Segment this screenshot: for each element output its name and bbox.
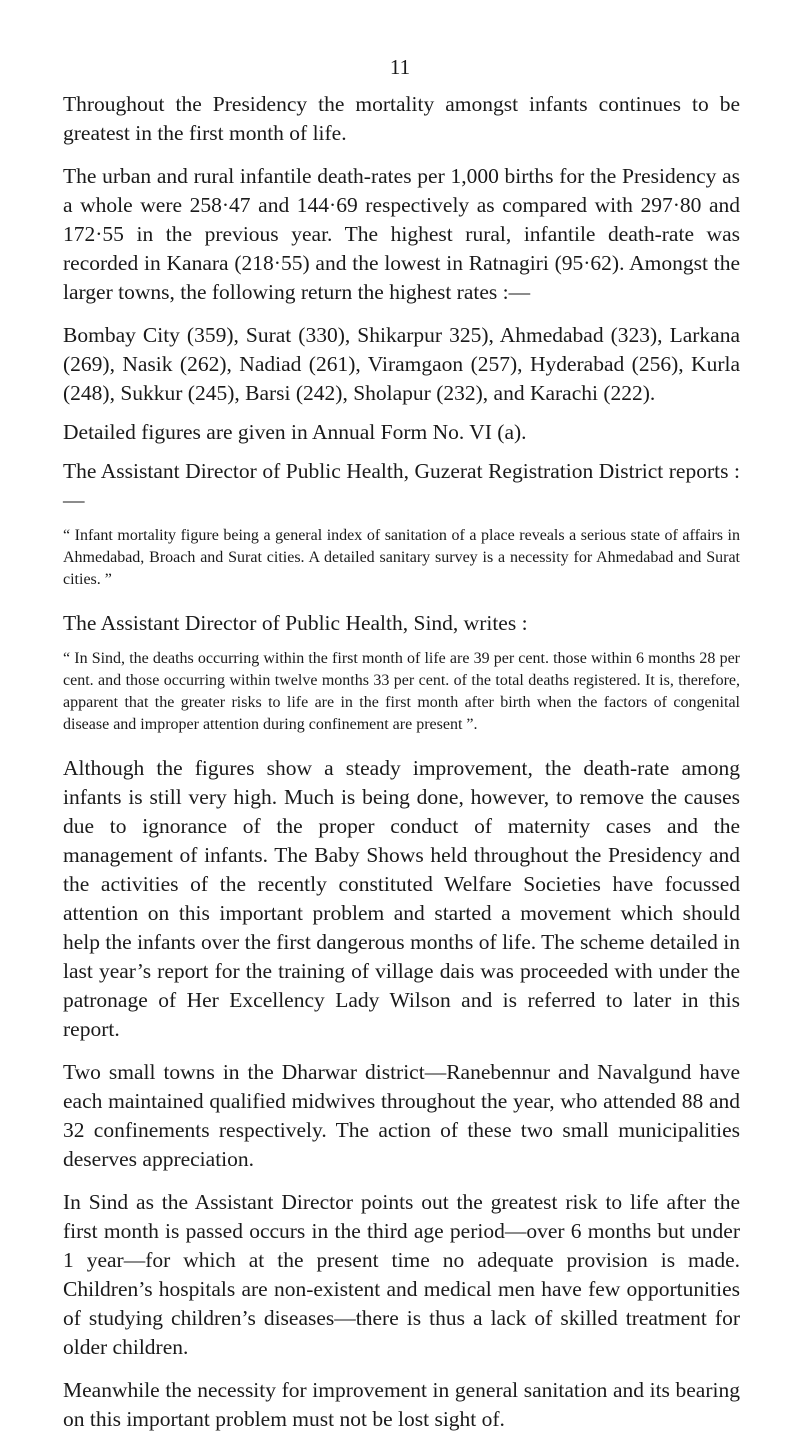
paragraph-3: Bombay City (359), Surat (330), Shikarpur 325), Ahmedabad (323), Larkana (269), Nasik (262), Nadiad (261), Viramgaon (257), Hyderabad (256), Kurla (248), Sukkur (245), Barsi (242), Sholapur (232), and Karachi (222).	[63, 323, 740, 405]
quotation-1: “ Infant mortality figure being a general index of sanitation of a place reveals a serious state of affairs in Ahmedabad, Broach and Surat cities. A detailed sanitary survey is a necessity for Ahmedabad and Surat cities. ”	[63, 527, 740, 588]
paragraph-8: Two small towns in the Dharwar district—Ranebennur and Navalgund have each maintained qualified midwives throughout the year, who attended 88 and 32 confinements respectively. The action of these two small municipalities deserves appreciation.	[63, 1060, 740, 1171]
quotation-2: “ In Sind, the deaths occurring within the first month of life are 39 per cent. those within 6 months 28 per cent. and those occurring within twelve months 33 per cent. of the total deaths registered. It is, therefore, apparent that the greater risks to life are in the first month after birth when the factors of congenital disease and improper attention during confinement are present ”.	[63, 650, 740, 733]
paragraph-9: In Sind as the Assistant Director points out the greatest risk to life after the first month is passed occurs in the third age period—over 6 months but under 1 year—for which at the present time no adequate provision is made. Children’s hospitals are non-existent and medical men have few opportunities of studying children’s diseases—there is thus a lack of skilled treatment for older children.	[63, 1190, 740, 1359]
paragraph-10: Meanwhile the necessity for improvement in general sanitation and its bearing on this important problem must not be lost sight of.	[63, 1378, 740, 1431]
page-number: 11	[389, 55, 411, 79]
document-body	[63, 90, 740, 1434]
paragraph-6: The Assistant Director of Public Health, Sind, writes :	[63, 611, 528, 635]
paragraph-2: The urban and rural infantile death-rates per 1,000 births for the Presidency as a whole were 258·47 and 144·69 respectively as compared with 297·80 and 172·55 in the previous year. The highest rural, infantile death-rate was recorded in Kanara (218·55) and the lowest in Ratnagiri (95·62). Amongst the larger towns, the following return the highest rates :—	[63, 164, 740, 304]
paragraph-1: Throughout the Presidency the mortality amongst infants continues to be greatest in the first month of life.	[63, 92, 740, 145]
paragraph-5: The Assistant Director of Public Health, Guzerat Registration District reports :—	[63, 459, 740, 512]
paragraph-4: Detailed figures are given in Annual Form No. VI (a).	[63, 420, 527, 444]
paragraph-7: Although the figures show a steady improvement, the death-rate among infants is still very high. Much is being done, however, to remove the causes due to ignorance of the proper conduct of maternity cases and the management of infants. The Baby Shows held throughout the Presidency and the activities of the recently constituted Welfare Societies have focussed attention on this important problem and started a movement which should help the infants over the first dangerous months of life. The scheme detailed in last year’s report for the training of village dais was proceeded with under the patronage of Her Excellency Lady Wilson and is referred to later in this report.	[63, 756, 740, 1041]
